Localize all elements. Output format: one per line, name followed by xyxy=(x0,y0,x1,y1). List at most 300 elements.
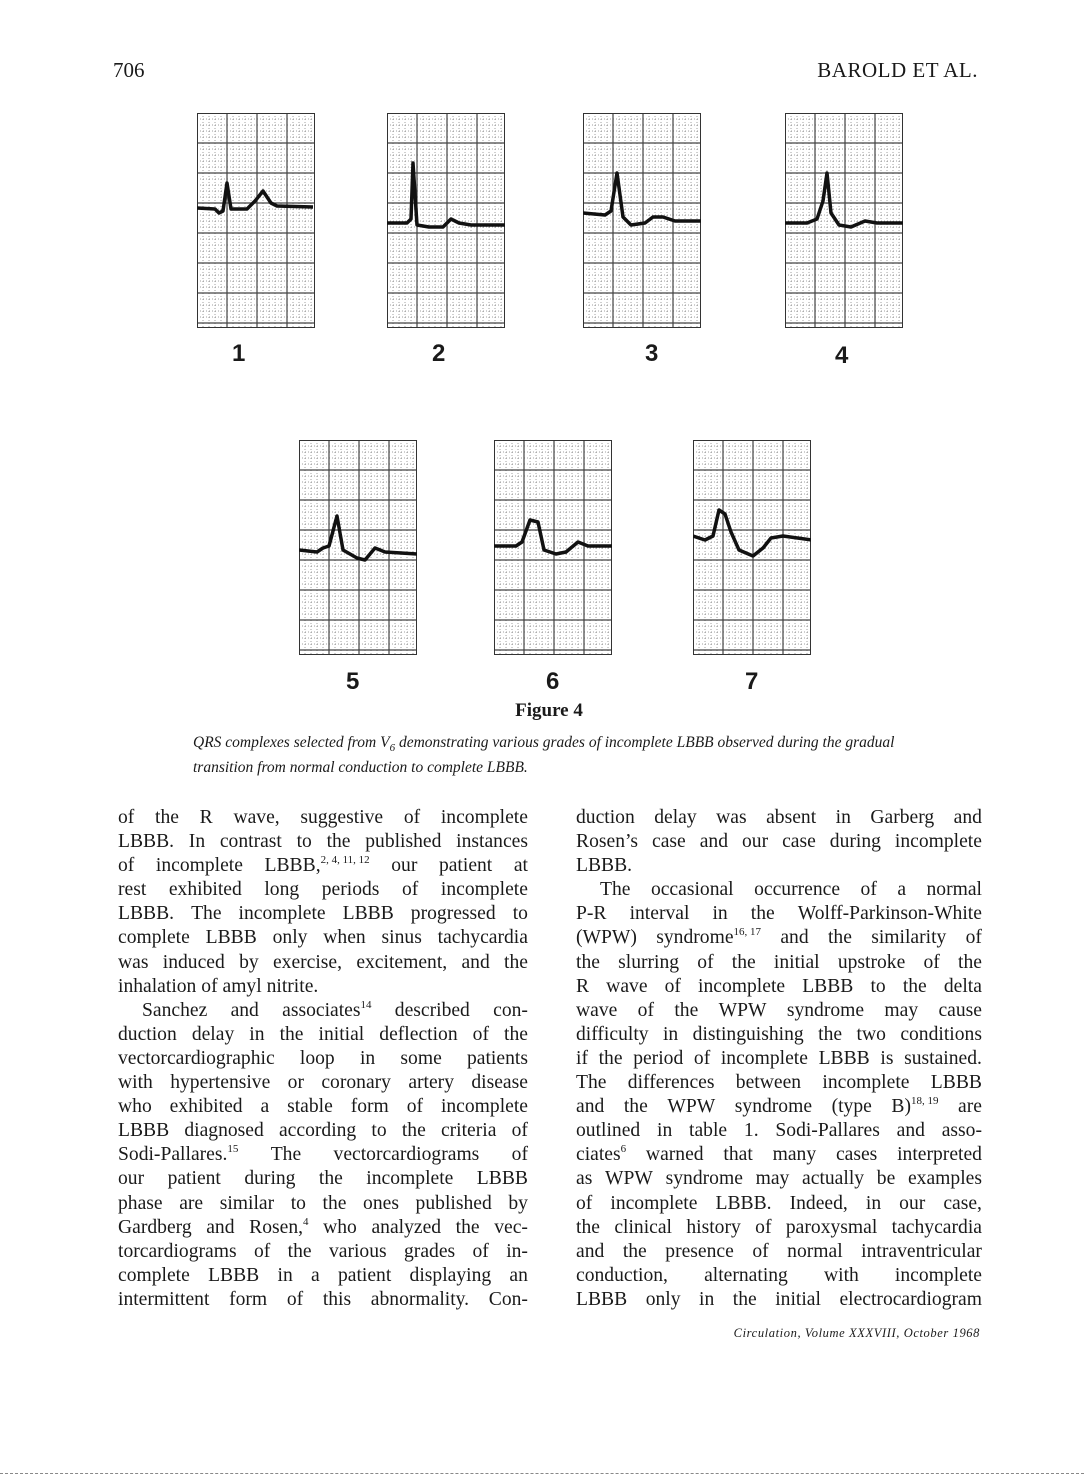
word: of xyxy=(965,927,982,949)
word: the xyxy=(401,1120,426,1142)
word: of xyxy=(637,999,654,1021)
word: the xyxy=(279,1023,304,1045)
word: a xyxy=(897,879,907,901)
word: by xyxy=(508,1192,528,1214)
word: and xyxy=(699,831,729,853)
word: LBBB xyxy=(576,1288,628,1310)
text-line xyxy=(576,975,982,999)
text-line xyxy=(118,878,528,902)
word: LBBB. xyxy=(715,1192,772,1214)
word: LBBB xyxy=(342,903,394,925)
caption-text: demonstrating various grades of incomplete LBBB observed during the gradual transition from normal conduction to complete LBBB. xyxy=(193,734,895,777)
word: the xyxy=(731,951,756,973)
word: incomplete xyxy=(440,879,528,901)
word: grades xyxy=(404,1240,456,1262)
panel-label-3: 3 xyxy=(645,340,659,367)
word: to xyxy=(290,1192,306,1214)
word: long xyxy=(264,879,300,901)
word: incomplete xyxy=(366,1168,454,1190)
word: deflection xyxy=(379,1023,458,1045)
word: who xyxy=(118,1096,152,1118)
running-head: BAROLD ET AL. xyxy=(817,58,978,82)
word: interpreted xyxy=(897,1144,982,1166)
page-number: 706 xyxy=(113,58,145,82)
text-line xyxy=(576,1047,982,1071)
word: are xyxy=(179,1192,204,1214)
ecg-panel-3 xyxy=(583,113,701,328)
word: in xyxy=(662,1023,679,1045)
text-line xyxy=(118,1023,528,1047)
word: the xyxy=(750,903,775,925)
word: abnormality. xyxy=(370,1288,470,1310)
word: intermittent xyxy=(118,1288,210,1310)
word: incomplete xyxy=(238,903,326,925)
word: when xyxy=(323,927,366,949)
word: and xyxy=(896,1120,925,1142)
word: of xyxy=(752,1240,769,1262)
citation-superscript: 2, 4, 11, 12 xyxy=(320,854,370,867)
word: B)$^{18, 19}$ xyxy=(891,1095,939,1118)
word: various xyxy=(328,1240,387,1262)
word: to xyxy=(371,1120,387,1142)
word: duction xyxy=(576,807,635,828)
word: amyl xyxy=(222,975,262,997)
panel-label-5: 5 xyxy=(346,668,360,695)
word: only xyxy=(645,1288,681,1310)
word: disease xyxy=(471,1072,528,1094)
word: of xyxy=(253,1240,271,1262)
text-line xyxy=(118,1240,528,1264)
word: delay xyxy=(654,807,697,828)
word: was xyxy=(118,951,149,973)
word: LBBB xyxy=(818,1047,870,1069)
word: exercise, xyxy=(272,951,343,973)
word: and xyxy=(206,1216,235,1238)
word: outlined xyxy=(576,1120,641,1142)
word: the xyxy=(598,1047,623,1069)
text-line xyxy=(118,1167,528,1191)
word: occurrence xyxy=(754,879,841,901)
ecg-trace xyxy=(785,173,903,227)
word: the xyxy=(576,951,600,973)
word: slurring xyxy=(618,951,680,973)
word: and xyxy=(461,951,490,973)
word: vectorcardiographic xyxy=(118,1047,275,1069)
word: was xyxy=(716,807,747,828)
word: Sodi-Pallares xyxy=(775,1120,880,1142)
word: only xyxy=(272,927,308,949)
word: wave, xyxy=(233,807,280,828)
ecg-trace xyxy=(693,510,811,556)
word: many xyxy=(772,1144,817,1166)
page-edge-rule xyxy=(0,1473,1084,1474)
word: complete xyxy=(118,1264,190,1286)
word: rest xyxy=(118,879,147,901)
word: distinguishing xyxy=(692,1023,804,1045)
word: of xyxy=(576,1192,593,1214)
panel-label-1: 1 xyxy=(232,340,246,367)
text-line xyxy=(576,1216,982,1240)
word: WPW xyxy=(718,999,767,1021)
word: period xyxy=(633,1047,684,1069)
word: LBBB. xyxy=(118,903,175,925)
word: incomplete xyxy=(822,1072,910,1094)
word: the xyxy=(827,927,852,949)
word: presence xyxy=(665,1240,734,1262)
word: cause xyxy=(938,999,982,1021)
word: our xyxy=(118,1168,145,1190)
word: to xyxy=(870,975,886,997)
word: induced xyxy=(162,951,225,973)
word: displaying xyxy=(409,1264,492,1286)
word: the xyxy=(958,951,982,973)
text-line xyxy=(118,1095,528,1119)
word: in xyxy=(657,1120,673,1142)
text-line xyxy=(576,854,982,878)
text-line xyxy=(576,1264,982,1288)
word: instances xyxy=(456,831,528,853)
word: coronary xyxy=(321,1072,391,1094)
word: tachycardia xyxy=(891,1216,982,1238)
word: con- xyxy=(493,999,528,1021)
word: contrast xyxy=(219,831,282,853)
word: of xyxy=(697,951,714,973)
word: incomplete xyxy=(440,1096,528,1118)
word: of xyxy=(472,1023,489,1045)
word: Con- xyxy=(488,1288,528,1310)
caption-subscript: 6 xyxy=(389,742,396,755)
text-line xyxy=(118,1143,528,1167)
text-line xyxy=(576,806,982,830)
word: some xyxy=(400,1047,442,1069)
word: intraventricular xyxy=(861,1240,982,1262)
word: of xyxy=(511,1144,528,1166)
panel-label-4: 4 xyxy=(835,342,849,369)
word: WPW xyxy=(667,1096,716,1118)
word: asso- xyxy=(941,1120,982,1142)
word: LBBB xyxy=(930,1072,982,1094)
word: criteria xyxy=(440,1120,497,1142)
word: case xyxy=(782,831,816,853)
word: normal xyxy=(787,1240,843,1262)
text-line xyxy=(576,926,982,950)
word: of xyxy=(755,1216,772,1238)
text-line xyxy=(576,1288,982,1312)
word: LBBB xyxy=(205,927,257,949)
word: delay xyxy=(191,1023,235,1045)
word: absent xyxy=(766,807,817,828)
text-line xyxy=(118,926,528,950)
word: the xyxy=(326,831,351,853)
word: incomplete xyxy=(440,807,528,828)
word: Indeed, xyxy=(789,1192,848,1214)
word: (type xyxy=(831,1096,872,1118)
word: (WPW) xyxy=(576,927,637,949)
word: initial xyxy=(775,1288,821,1310)
word: during xyxy=(244,1168,296,1190)
text-line xyxy=(576,1143,982,1167)
word: the xyxy=(732,1288,757,1310)
figure-title: Figure 4 xyxy=(515,700,583,721)
word: phase xyxy=(118,1192,163,1214)
ecg-trace xyxy=(197,183,313,213)
word: exhibited xyxy=(169,1096,243,1118)
word: our xyxy=(391,855,418,877)
text-line xyxy=(118,1264,528,1288)
citation-superscript: 16, 17 xyxy=(733,926,762,939)
paragraph xyxy=(118,999,528,1312)
word: torcardiograms xyxy=(118,1240,237,1262)
paragraph xyxy=(576,806,982,878)
ecg-trace xyxy=(583,173,701,225)
text-line xyxy=(576,1095,982,1119)
word: complete xyxy=(118,927,190,949)
word: our xyxy=(741,831,769,853)
word: in xyxy=(835,807,851,828)
panel-label-7: 7 xyxy=(745,668,759,695)
text-line xyxy=(576,1240,982,1264)
word: in- xyxy=(506,1240,528,1262)
word: and xyxy=(953,807,982,828)
word: the xyxy=(318,1168,343,1190)
text-line xyxy=(576,1071,982,1095)
word: syndrome xyxy=(734,1096,813,1118)
word: suggestive xyxy=(300,807,384,828)
word: incomplete xyxy=(610,1192,698,1214)
journal-footer: Circulation, Volume XXXVIII, October 1968 xyxy=(733,1326,980,1340)
word: that xyxy=(723,1144,753,1166)
word: by xyxy=(239,951,259,973)
word: R xyxy=(576,975,590,997)
word: LBBB xyxy=(476,1168,528,1190)
text-line xyxy=(118,999,528,1023)
word: delta xyxy=(943,975,982,997)
word: patients xyxy=(467,1047,528,1069)
word: Wolff-Parkinson-White xyxy=(797,903,982,925)
text-line xyxy=(118,1047,528,1071)
word: the xyxy=(287,1240,312,1262)
word: Garberg xyxy=(870,807,935,828)
word: conduction, xyxy=(576,1264,668,1286)
word: the xyxy=(623,1096,648,1118)
word: with xyxy=(823,1264,859,1286)
citation-superscript: 15 xyxy=(227,1143,239,1156)
text-line xyxy=(118,830,528,854)
word: LBBB. xyxy=(118,831,175,853)
word: if xyxy=(576,1047,588,1069)
word: Sanchez xyxy=(142,999,208,1021)
word: the xyxy=(576,1216,600,1238)
ecg-trace xyxy=(494,520,612,554)
word: described xyxy=(394,999,470,1021)
word: diagnosed xyxy=(184,1120,264,1142)
left-column xyxy=(118,806,528,1312)
word: progressed xyxy=(410,903,496,925)
word: hypertensive xyxy=(170,1072,271,1094)
text-line xyxy=(576,1119,982,1143)
word: syndrome xyxy=(786,999,865,1021)
word: of xyxy=(511,1120,528,1142)
word: are xyxy=(958,1096,982,1118)
word: of xyxy=(860,879,877,901)
word: associates$^{14}$ xyxy=(282,998,372,1021)
word: Gardberg xyxy=(118,1216,192,1238)
word: 1. xyxy=(743,1120,759,1142)
word: two xyxy=(856,1023,886,1045)
word: the xyxy=(455,1216,480,1238)
word: in xyxy=(249,1023,265,1045)
word: to xyxy=(512,903,528,925)
word: the xyxy=(818,1023,843,1045)
word: difficulty xyxy=(576,1023,649,1045)
word: in xyxy=(699,1288,715,1310)
word: and xyxy=(780,927,809,949)
word: Rosen,$^4$ xyxy=(249,1215,309,1238)
word: similarity xyxy=(871,927,947,949)
word: the xyxy=(622,1240,647,1262)
text-line xyxy=(118,806,528,830)
word: published xyxy=(415,1192,492,1214)
word: warned xyxy=(645,1144,704,1166)
word: ones xyxy=(363,1192,399,1214)
word: the xyxy=(674,999,699,1021)
word: artery xyxy=(408,1072,454,1094)
word: form xyxy=(350,1096,389,1118)
citation-superscript: 14 xyxy=(360,998,372,1011)
ecg-panel-2 xyxy=(387,113,505,328)
text-line xyxy=(576,951,982,975)
word: incomplete xyxy=(894,1264,982,1286)
word: in xyxy=(712,903,728,925)
word: in xyxy=(359,1047,376,1069)
word: P-R xyxy=(576,903,607,925)
word: patient xyxy=(337,1264,392,1286)
word: an xyxy=(509,1264,528,1286)
text-line xyxy=(576,902,982,926)
word: interval xyxy=(629,903,690,925)
word: in xyxy=(277,1264,293,1286)
word: incomplete xyxy=(894,831,982,853)
word: duction xyxy=(118,1023,177,1045)
text-line xyxy=(576,1192,982,1216)
word: similar xyxy=(219,1192,275,1214)
text-line xyxy=(118,1216,528,1240)
word: and xyxy=(576,1240,605,1262)
text-line xyxy=(576,999,982,1023)
word: published xyxy=(365,831,442,853)
word: of xyxy=(201,975,218,997)
word: actually xyxy=(802,1168,865,1190)
text-line xyxy=(118,1119,528,1143)
word: of xyxy=(118,807,135,828)
word: with xyxy=(118,1072,153,1094)
text-line xyxy=(576,1167,982,1191)
word: during xyxy=(829,831,881,853)
word: alternating xyxy=(704,1264,788,1286)
word: vec- xyxy=(494,1216,528,1238)
word: sinus xyxy=(381,927,422,949)
ecg-panel-7 xyxy=(693,440,811,655)
word: case xyxy=(652,831,686,853)
word: the xyxy=(155,807,179,828)
figure-caption xyxy=(193,733,913,777)
word: sustained. xyxy=(904,1047,982,1069)
word: case, xyxy=(943,1192,982,1214)
word: normal xyxy=(926,879,982,901)
word: or xyxy=(287,1072,304,1094)
word: in xyxy=(865,1192,882,1214)
word: vectorcardiograms xyxy=(333,1144,480,1166)
word: our xyxy=(899,1192,926,1214)
text-line xyxy=(118,951,528,975)
word: a xyxy=(311,1264,320,1286)
ecg-panel-5 xyxy=(299,440,417,655)
word: patient xyxy=(167,1168,221,1190)
word: cases xyxy=(835,1144,878,1166)
word: stable xyxy=(287,1096,333,1118)
word: examples xyxy=(907,1168,982,1190)
word: the xyxy=(322,1192,347,1214)
word: The xyxy=(270,1144,302,1166)
word: incomplete xyxy=(155,855,243,877)
word: of xyxy=(664,975,681,997)
word: loop xyxy=(299,1047,335,1069)
word: wave xyxy=(576,999,618,1021)
word: analyzed xyxy=(371,1216,442,1238)
word: the xyxy=(504,1023,528,1045)
text-line xyxy=(118,1192,528,1216)
word: at xyxy=(513,855,528,877)
word: is xyxy=(880,1047,894,1069)
ecg-panel-1 xyxy=(197,113,315,328)
word: periods xyxy=(321,879,380,901)
word: who xyxy=(323,1216,357,1238)
ecg-trace xyxy=(299,516,417,560)
word: wave xyxy=(606,975,648,997)
word: of xyxy=(406,1096,424,1118)
word: history xyxy=(686,1216,741,1238)
word: and xyxy=(576,1096,605,1118)
word: WPW xyxy=(605,1168,653,1190)
word: of xyxy=(472,1240,489,1262)
word: the xyxy=(504,951,528,973)
word: of xyxy=(403,807,421,828)
word: LBBB xyxy=(208,1264,260,1286)
text-line xyxy=(576,878,982,902)
word: of xyxy=(402,879,419,901)
word: may xyxy=(884,999,919,1021)
word: excitement, xyxy=(356,951,448,973)
word: patient xyxy=(438,855,493,877)
word: this xyxy=(322,1288,352,1310)
word: upstroke xyxy=(837,951,906,973)
word: LBBB,$^{2, 4, 11, 12}$ xyxy=(264,854,370,877)
text-line xyxy=(118,1288,528,1312)
word: Sodi-Pallares.$^{15}$ xyxy=(118,1143,239,1166)
panel-label-2: 2 xyxy=(432,340,446,367)
caption-text: QRS complexes selected from V xyxy=(193,734,390,751)
word: and xyxy=(230,999,259,1021)
word: nitrite. xyxy=(266,975,319,997)
citation-superscript: 18, 19 xyxy=(911,1095,939,1108)
word: the xyxy=(902,975,927,997)
word: The xyxy=(576,1072,607,1094)
word: differences xyxy=(627,1072,715,1094)
word: occasional xyxy=(650,879,734,901)
word: incomplete xyxy=(698,975,786,997)
word: clinical xyxy=(614,1216,672,1238)
word: may xyxy=(755,1168,790,1190)
